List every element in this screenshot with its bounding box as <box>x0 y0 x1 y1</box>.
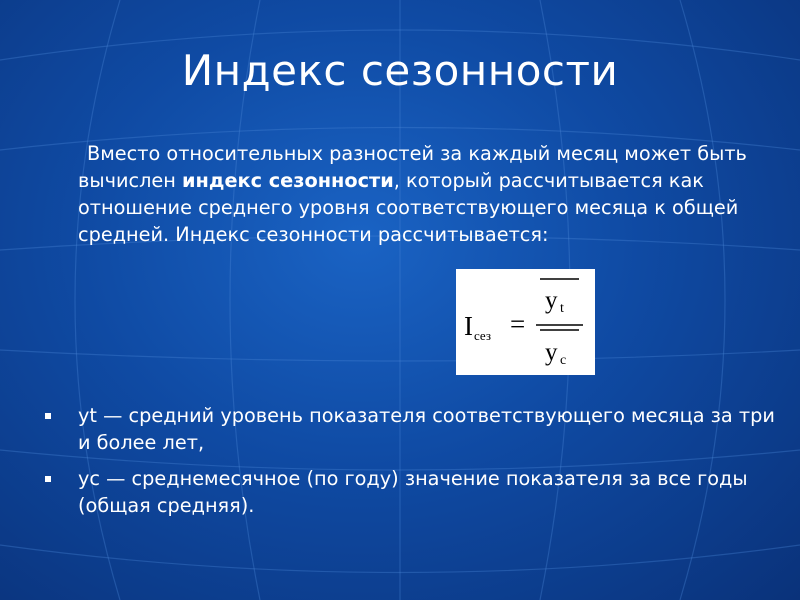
square-bullet-icon <box>45 413 51 419</box>
formula-equals: = <box>510 309 526 339</box>
bullet-text: yt — средний уровень показателя соответствующего месяца за три и более лет, <box>78 404 775 454</box>
formula-numerator-subscript: t <box>560 301 564 316</box>
seasonality-index-formula <box>456 269 595 375</box>
formula-denominator: y <box>545 339 558 366</box>
formula-denominator-subscript: c <box>560 353 567 368</box>
definitions-list <box>45 402 785 528</box>
list-item <box>45 465 785 519</box>
formula-lhs-subscript: сез <box>474 328 491 343</box>
list-item <box>45 402 785 456</box>
formula-numerator: y <box>545 287 558 314</box>
paragraph-bold-term: индекс сезонности <box>182 169 394 192</box>
paragraph-text-part2: , который рассчитывается как отношение среднего уровня соответствующего месяца к общей средней. Индекс сезонности рассчитывается: <box>78 169 739 246</box>
square-bullet-icon <box>45 476 51 482</box>
formula-lhs: I <box>464 311 473 341</box>
bullet-text: yc — среднемесячное (по году) значение показателя за все годы (общая средняя). <box>78 467 748 517</box>
slide-title: Индекс сезонности <box>181 46 619 95</box>
description-paragraph <box>78 140 778 248</box>
paragraph-text-part1: Вместо относительных разностей за каждый месяц может быть вычислен <box>78 142 747 192</box>
